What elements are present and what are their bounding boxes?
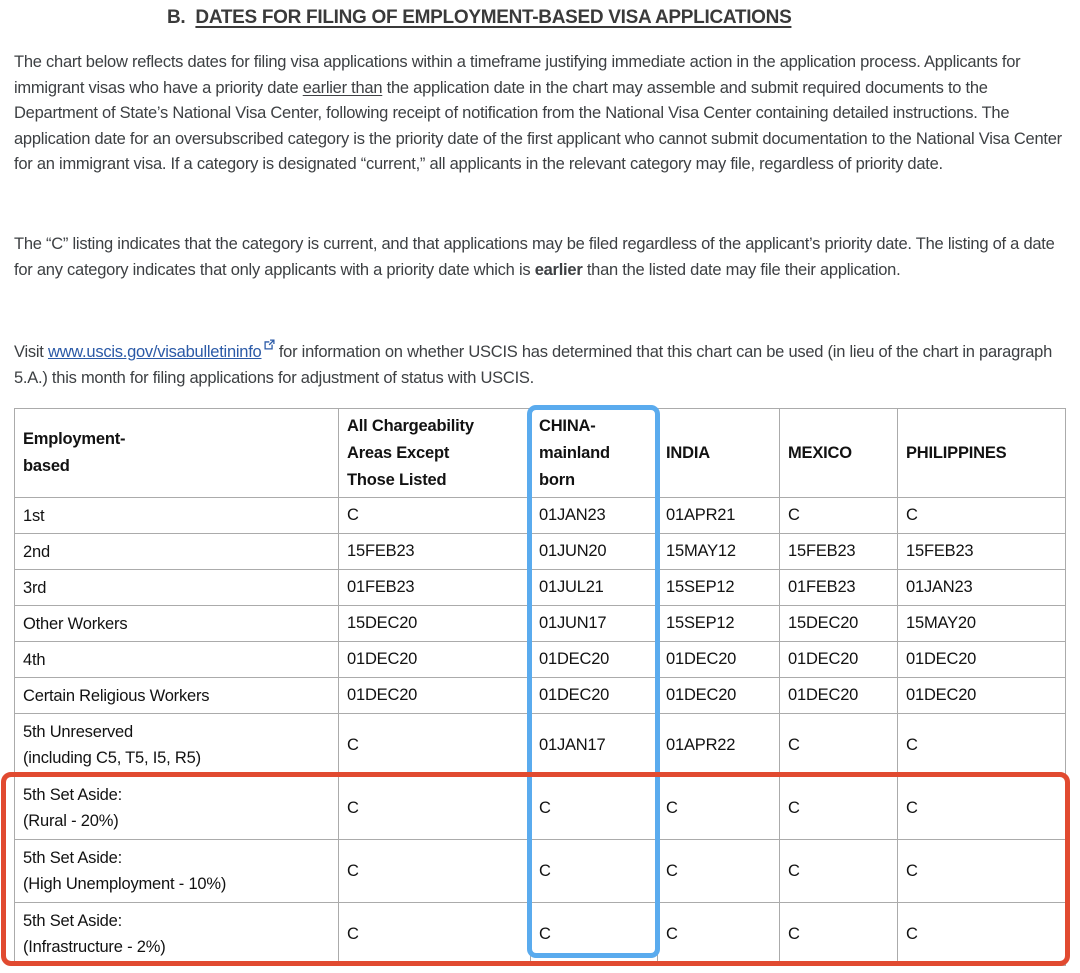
value-cell: 01DEC20 xyxy=(780,642,898,678)
table-row xyxy=(15,840,1066,903)
value-cell: 01FEB23 xyxy=(780,570,898,606)
value-cell: C xyxy=(780,498,898,534)
category-cell: 4th xyxy=(15,642,339,678)
value-cell: 01DEC20 xyxy=(339,642,531,678)
table-row xyxy=(15,498,1066,534)
paragraph-uscis-link xyxy=(14,333,1066,391)
section-letter: B. xyxy=(167,7,186,28)
category-cell: 5th Unreserved (including C5, T5, I5, R5) xyxy=(15,714,339,777)
value-cell: C xyxy=(780,903,898,966)
value-cell: 01JAN23 xyxy=(531,498,658,534)
section-heading xyxy=(167,7,791,29)
p2-bold-word: earlier xyxy=(534,260,583,279)
category-cell: 2nd xyxy=(15,534,339,570)
external-link-icon xyxy=(264,333,275,359)
value-cell: 15DEC20 xyxy=(780,606,898,642)
value-cell: 01DEC20 xyxy=(898,678,1066,714)
value-cell: 15FEB23 xyxy=(898,534,1066,570)
table-row xyxy=(15,534,1066,570)
category-cell: Certain Religious Workers xyxy=(15,678,339,714)
value-cell: C xyxy=(658,903,780,966)
p2-text-post: than the listed date may file their application. xyxy=(582,260,901,279)
value-cell: 15SEP12 xyxy=(658,606,780,642)
value-cell: C xyxy=(898,840,1066,903)
value-cell: 01DEC20 xyxy=(658,678,780,714)
uscis-visabulletininfo-link[interactable]: www.uscis.gov/visabulletininfo xyxy=(47,343,262,361)
value-cell: C xyxy=(339,840,531,903)
p3-text-pre: Visit xyxy=(14,343,48,361)
table-row xyxy=(15,606,1066,642)
category-cell: 5th Set Aside: (Infrastructure - 2%) xyxy=(15,903,339,966)
value-cell: C xyxy=(780,714,898,777)
value-cell: 15MAY12 xyxy=(658,534,780,570)
value-cell: 01JUN20 xyxy=(531,534,658,570)
category-cell: 5th Set Aside: (Rural - 20%) xyxy=(15,777,339,840)
value-cell: C xyxy=(531,777,658,840)
table-row xyxy=(15,678,1066,714)
value-cell: C xyxy=(780,840,898,903)
column-header-philippines: PHILIPPINES xyxy=(898,409,1066,498)
section-title: DATES FOR FILING OF EMPLOYMENT-BASED VISA APPLICATIONS xyxy=(195,7,792,28)
p1-text-post: the application date in the chart may assemble and submit required documents to the Department of State’s National Visa Center, following receipt of notification from the National Visa Center containing detailed instructions. The application date for an oversubscribed category is the priority date of the first applicant who cannot submit documentation to the National Visa Center for an immigrant visa. If a category is designated “current,” all applicants in the relevant category may file, regardless of priority date. xyxy=(14,78,1062,173)
value-cell: 01DEC20 xyxy=(898,642,1066,678)
category-cell: Other Workers xyxy=(15,606,339,642)
value-cell: C xyxy=(658,840,780,903)
value-cell: C xyxy=(658,777,780,840)
filing-dates-table-wrap xyxy=(14,408,1066,966)
p2-text-pre: The “C” listing indicates that the category is current, and that applications may be filed regardless of the applicant’s priority date. The listing of a date for any category indicates that only applicants with a priority date which is xyxy=(14,235,1055,279)
value-cell: 01JUL21 xyxy=(531,570,658,606)
value-cell: C xyxy=(531,840,658,903)
value-cell: 01DEC20 xyxy=(780,678,898,714)
value-cell: 01JUN17 xyxy=(531,606,658,642)
table-row xyxy=(15,903,1066,966)
table-header-row xyxy=(15,409,1066,498)
value-cell: C xyxy=(898,498,1066,534)
value-cell: C xyxy=(339,903,531,966)
paragraph-filing-explanation xyxy=(14,50,1066,178)
table-row xyxy=(15,570,1066,606)
category-cell: 5th Set Aside: (High Unemployment - 10%) xyxy=(15,840,339,903)
paragraph-current-listing xyxy=(14,232,1066,283)
table-row xyxy=(15,777,1066,840)
value-cell: 01APR21 xyxy=(658,498,780,534)
column-header-all-chargeability: All Chargeability Areas Except Those Listed xyxy=(339,409,531,498)
value-cell: 15SEP12 xyxy=(658,570,780,606)
value-cell: 01JAN23 xyxy=(898,570,1066,606)
table-row xyxy=(15,642,1066,678)
value-cell: C xyxy=(339,777,531,840)
value-cell: C xyxy=(531,903,658,966)
category-cell: 1st xyxy=(15,498,339,534)
value-cell: C xyxy=(780,777,898,840)
value-cell: C xyxy=(339,714,531,777)
value-cell: C xyxy=(339,498,531,534)
column-header-china-mainland-born: CHINA- mainland born xyxy=(531,409,658,498)
value-cell: C xyxy=(898,777,1066,840)
column-header-mexico: MEXICO xyxy=(780,409,898,498)
column-header-employment-based: Employment- based xyxy=(15,409,339,498)
p3-text-post: for information on whether USCIS has determined that this chart can be used (in lieu of the chart in paragraph 5.A.) this month for filing applications for adjustment of status with USCIS. xyxy=(14,343,1053,387)
table-row xyxy=(15,714,1066,777)
value-cell: 01DEC20 xyxy=(531,642,658,678)
value-cell: 01DEC20 xyxy=(339,678,531,714)
value-cell: C xyxy=(898,903,1066,966)
value-cell: 01DEC20 xyxy=(658,642,780,678)
value-cell: 01DEC20 xyxy=(531,678,658,714)
value-cell: 01JAN17 xyxy=(531,714,658,777)
value-cell: 01APR22 xyxy=(658,714,780,777)
filing-dates-table xyxy=(14,408,1066,966)
column-header-india: INDIA xyxy=(658,409,780,498)
value-cell: 15DEC20 xyxy=(339,606,531,642)
value-cell: 01FEB23 xyxy=(339,570,531,606)
value-cell: 15FEB23 xyxy=(339,534,531,570)
category-cell: 3rd xyxy=(15,570,339,606)
p1-underlined-phrase: earlier than xyxy=(302,78,383,97)
value-cell: 15FEB23 xyxy=(780,534,898,570)
p1-text-pre: The chart below reflects dates for filing visa applications within a timeframe justifying immediate action in the application process. Applicants for immigrant visas who have a priority date xyxy=(14,53,1021,97)
value-cell: 15MAY20 xyxy=(898,606,1066,642)
value-cell: C xyxy=(898,714,1066,777)
